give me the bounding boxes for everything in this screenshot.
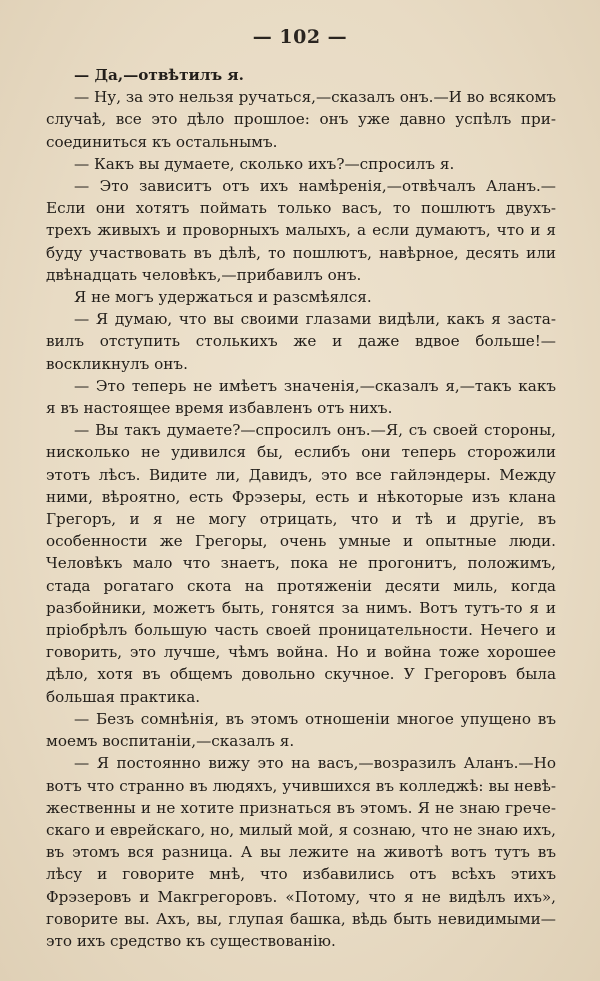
paragraph: — Какъ вы думаете, сколько ихъ?—спросилъ я. [74, 154, 455, 173]
paragraph: — Я думаю, что вы своими глазами видѣли, какъ я заставилъ отступить столькихъ же и даже вдвое больше!—воскликнулъ онъ. [46, 310, 556, 373]
page-number: — 102 — [252, 26, 348, 48]
paragraph: — Да,—отвѣтилъ я. [74, 66, 244, 84]
paragraph: — Ну, за это нельзя ручаться,—сказалъ онъ.—И во всякомъ случаѣ, все это дѣло прошлое: онъ уже давно успѣлъ присоединиться къ остальнымъ. [46, 88, 556, 151]
paragraph: — Это зависитъ отъ ихъ намѣренія,—отвѣчалъ Аланъ.— Если они хотятъ поймать только васъ, то пошлютъ двухъ-трехъ живыхъ и проворныхъ малыхъ, а если думаютъ, что и я буду участвовать въ дѣлѣ, то пошлютъ, навѣрное, десять или двѣнадцать человѣкъ,—прибавилъ онъ. [46, 177, 556, 284]
paragraph: — Безъ сомнѣнія, въ этомъ отношеніи многое упущено въ моемъ воспитаніи,—сказалъ я. [46, 709, 556, 751]
paragraph: Я не могъ удержаться и разсмѣялся. [74, 288, 372, 307]
paragraph: — Это теперь не имѣетъ значенія,—сказалъ я,—такъ какъ я въ настоящее время избавленъ отъ нихъ. [46, 376, 556, 418]
paragraph: — Вы такъ думаете?—спросилъ онъ.—Я, съ своей стороны, нисколько не удивился бы, еслибъ они теперь сторожили этотъ лѣсъ. Видите ли, Давидъ, это все гайлэндеры. Между ними, вѣроятно, есть Фрэзеры, есть и нѣкоторые изъ клана Грегоръ, и я не могу отрицать, что и тѣ и другіе, въ особенности же Грегоры, очень умные и опытные люди. Человѣкъ мало что знаетъ, пока не прогонитъ, положимъ, стада рогатаго скота на протяженіи десяти миль, когда разбойники, можетъ быть, гонятся за нимъ. Вотъ тутъ-то я и пріобрѣлъ большую часть своей проницательности. Нечего и говорить, это лучше, чѣмъ война. Но и война тоже хорошее дѣло, хотя въ общемъ довольно скучное. У Грегоровъ была большая практика. [46, 421, 556, 706]
body-text [46, 64, 556, 952]
paragraph: — Я постоянно вижу это на васъ,—возразилъ Аланъ.—Но вотъ что странно въ людяхъ, учившихся въ колледжѣ: вы невѣжественны и не хотите признаться въ этомъ. Я не знаю греческаго и еврейскаго, но, милый мой, я сознаю, что не знаю ихъ, въ этомъ вся разница. А вы лежите на животѣ вотъ тутъ въ лѣсу и говорите мнѣ, что избавились отъ всѣхъ этихъ Фрэзеровъ и Макгрегоровъ. «Потому, что я не видѣлъ ихъ», говорите вы. Ахъ, вы, глупая башка, вѣдь быть невидимыми—это ихъ средство къ существованію. [46, 754, 556, 950]
